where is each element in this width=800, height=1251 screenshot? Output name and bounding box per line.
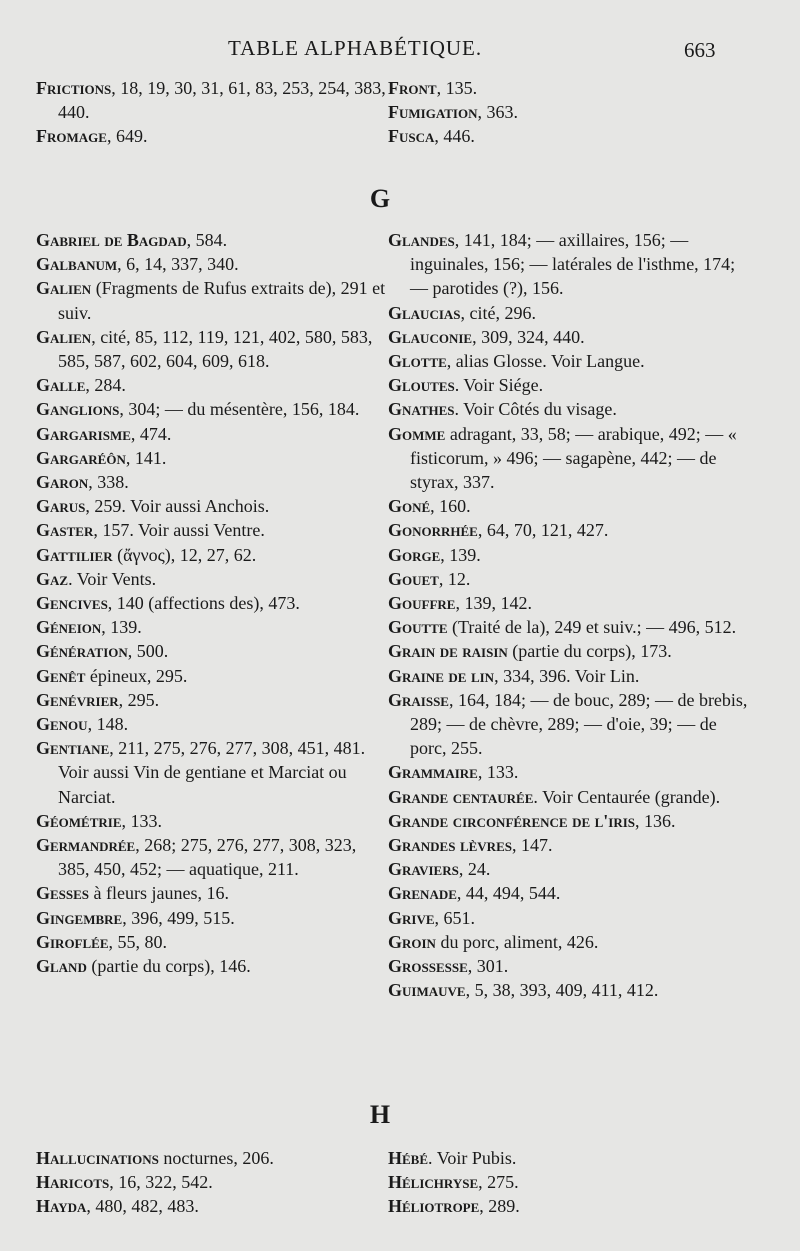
entry-headword: Front [388,78,437,98]
entry-references: (Fragments de Rufus extraits de), 291 et suiv. [58,278,386,323]
entry-references: , 139. [101,617,142,638]
entry-headword: Genévrier [36,689,119,710]
index-entry [36,712,386,736]
entry-headword: Gonorrhée [388,520,478,541]
index-entry [36,124,386,148]
index-entry [388,615,748,639]
entry-headword: Hébé [388,1148,429,1168]
entry-headword: Grammaire [388,762,478,783]
index-entry [388,688,748,761]
index-entry [36,397,386,421]
index-entry [36,664,386,688]
index-entry [36,470,386,494]
index-entry [36,906,386,930]
entry-references: , 147. [511,835,553,856]
entry-references: , 396, 499, 515. [122,907,235,928]
index-entry [36,76,386,124]
entry-references: , 24. [458,859,491,880]
index-entry [388,301,748,325]
entry-headword: Genou [36,714,88,735]
index-entry [388,785,748,809]
index-entry [388,906,748,930]
running-header [0,36,800,66]
entry-references: , 139, 142. [455,593,532,614]
entry-references: (Traité de la), 249 et suiv.; — 496, 512. [447,617,737,638]
index-entry [388,494,748,518]
index-entry [388,397,748,421]
entry-headword: Glandes [388,230,455,250]
entry-headword: Géneion [36,617,102,638]
entry-references: , 148. [87,714,129,735]
index-entry [388,954,748,978]
entry-headword: Gomme [388,423,446,444]
entry-headword: Gaster [36,520,94,541]
index-entry [388,881,748,905]
section-f-left-column [36,76,386,149]
entry-headword: Gentiane [36,738,110,759]
entry-references: , 284. [85,375,126,396]
section-h-left-column [36,1146,386,1219]
entry-references: . Voir Centaurée (grande). [533,786,721,807]
index-entry [388,567,748,591]
entry-references: . Voir Vents. [68,568,157,589]
entry-references: épineux, 295. [85,665,188,686]
index-entry [36,446,386,470]
entry-headword: Génération [36,641,128,662]
index-entry [388,664,748,688]
entry-references: à fleurs jaunes, 16. [89,883,230,904]
index-entry [36,373,386,397]
entry-references: , 135. [436,78,478,98]
entry-references: (ἄγνος), 12, 27, 62. [112,544,257,565]
entry-references: , 304; — du mésentère, 156, 184. [119,399,360,420]
entry-headword: Gesses [36,883,90,904]
entry-references: , alias Glosse. Voir Langue. [446,351,645,372]
index-entry [388,349,748,373]
entry-references: , 211, 275, 276, 277, 308, 451, 481. Voir aussi Vin de gentiane et Marciat ou Narciat. [58,738,366,807]
index-entry [36,615,386,639]
entry-headword: Grive [388,907,435,928]
entry-references: , 584. [186,230,228,250]
index-entry [388,809,748,833]
entry-references: , 480, 482, 483. [86,1196,199,1217]
index-entry [388,639,748,663]
entry-headword: Glauconie [388,326,473,347]
index-entry [388,228,748,301]
index-entry [36,1194,386,1218]
index-entry [36,494,386,518]
entry-headword: Géométrie [36,810,122,831]
entry-headword: Galien [36,278,92,299]
index-entry [388,978,748,1002]
entry-headword: Goutte [388,617,448,638]
entry-references: , 289. [479,1196,520,1217]
entry-headword: Grenade [388,883,457,904]
entry-references: , 55, 80. [108,931,168,952]
index-entry [388,100,748,124]
entry-references: , 140 (affections des), 473. [107,593,300,614]
entry-headword: Graisse [388,689,449,710]
entry-headword: Hayda [36,1196,87,1217]
entry-references: , 474. [130,423,172,444]
entry-references: , 12. [438,568,471,589]
index-entry [36,930,386,954]
entry-headword: Grande circonférence de l'iris [388,810,636,831]
section-f-right-column [388,76,748,149]
index-entry [388,373,748,397]
entry-headword: Germandrée [36,835,136,856]
index-entry [36,954,386,978]
index-entry [36,252,386,276]
section-g-right-column [388,228,748,1003]
entry-references: , 133. [477,762,519,783]
index-entry [388,833,748,857]
entry-references: , 64, 70, 121, 427. [477,520,609,541]
index-entry [388,1194,748,1218]
entry-references: , cité, 85, 112, 119, 121, 402, 580, 583, 585, 587, 602, 604, 609, 618. [58,326,373,372]
index-entry [388,1170,748,1194]
index-entry [388,591,748,615]
index-entry [36,1146,386,1170]
entry-headword: Gingembre [36,907,123,928]
entry-headword: Gabriel de Bagdad [36,230,187,250]
index-entry [388,543,748,567]
entry-references: , 141. [125,447,167,468]
index-entry [388,325,748,349]
entry-headword: Giroflée [36,931,109,952]
page-number: 663 [684,38,716,62]
entry-headword: Gouet [388,568,439,589]
index-entry [388,760,748,784]
index-entry [36,736,386,809]
entry-references: du porc, aliment, 426. [435,931,599,952]
entry-headword: Gencives [36,593,108,614]
entry-references: , 141, 184; — axillaires, 156; — inguinales, 156; — latérales de l'isthme, 174; — parotides (?), 156. [410,230,736,299]
entry-references: , 309, 324, 440. [472,326,585,347]
index-entry [36,1170,386,1194]
index-entry [36,518,386,542]
index-entry [36,833,386,881]
index-entry [36,422,386,446]
entry-references: . Voir Côtés du visage. [454,399,617,420]
entry-references: , 136. [635,810,676,831]
entry-references: . Voir Pubis. [428,1148,517,1168]
entry-references: , 275. [478,1172,519,1193]
entry-references: , 157. Voir aussi Ventre. [93,520,265,541]
entry-references: , 160. [430,496,471,517]
entry-headword: Galbanum [36,254,118,275]
entry-references: , 164, 184; — de bouc, 289; — de brebis, 289; — de chèvre, 289; — d'oie, 39; — de porc, 255. [410,689,748,759]
section-letter-h: H [369,1100,391,1129]
entry-headword: Guimauve [388,980,466,1001]
entry-headword: Glaucias [388,302,461,323]
index-entry [388,1146,748,1170]
entry-headword: Gouffre [388,593,456,614]
index-entry [388,124,748,148]
index-entry [36,276,386,324]
entry-references: (partie du corps), 173. [507,641,672,662]
entry-headword: Héliotrope [388,1196,480,1217]
entry-references: , 16, 322, 542. [109,1172,213,1193]
page-title: TABLE ALPHABÉTIQUE. [228,36,483,60]
entry-headword: Ganglions [36,399,120,420]
entry-headword: Hallucinations [36,1148,159,1168]
entry-headword: Frictions [36,78,112,98]
entry-headword: Fumigation [388,102,478,123]
entry-headword: Gnathes [388,399,455,420]
entry-references: , 338. [88,472,129,493]
index-entry [36,881,386,905]
entry-headword: Fusca [388,126,435,147]
entry-headword: Gargarisme [36,423,131,444]
entry-references: , 6, 14, 337, 340. [117,254,239,275]
index-entry [36,639,386,663]
entry-references: nocturnes, 206. [158,1148,274,1168]
index-entry [388,930,748,954]
entry-references: , 259. Voir aussi Anchois. [85,496,270,517]
entry-headword: Fromage [36,126,107,147]
entry-headword: Goné [388,496,431,517]
entry-references: . Voir Siége. [454,375,544,396]
index-entry [388,518,748,542]
entry-references: , 334, 396. Voir Lin. [494,665,640,686]
entry-references: , 18, 19, 30, 31, 61, 83, 253, 254, 383, 440. [58,78,386,123]
entry-headword: Glotte [388,351,447,372]
section-letter-g: G [369,184,391,213]
entry-headword: Gaz [36,568,69,589]
entry-headword: Groin [388,931,436,952]
entry-headword: Galien [36,326,92,347]
entry-headword: Gattilier [36,544,113,565]
index-entry [388,76,748,100]
entry-references: , 5, 38, 393, 409, 411, 412. [465,980,659,1001]
entry-references: , 301. [467,956,509,977]
entry-headword: Galle [36,375,86,396]
entry-references: , 446. [434,126,475,147]
section-h-right-column [388,1146,748,1219]
entry-headword: Haricots [36,1172,110,1193]
index-entry [36,591,386,615]
entry-references: , 44, 494, 544. [456,883,561,904]
entry-references: , cité, 296. [460,302,536,323]
entry-references: , 500. [127,641,169,662]
entry-headword: Graine de lin [388,665,495,686]
entry-headword: Gorge [388,544,441,565]
entry-references: (partie du corps), 146. [86,956,251,977]
index-entry [36,543,386,567]
section-g-left-column [36,228,386,978]
entry-headword: Hélichryse [388,1172,479,1193]
entry-references: , 139. [440,544,481,565]
index-entry [36,688,386,712]
entry-references: , 363. [477,102,518,123]
entry-headword: Gargaréôn [36,447,126,468]
entry-headword: Gland [36,956,87,977]
index-entry [36,809,386,833]
entry-references: , 295. [118,689,160,710]
entry-references: , 268; 275, 276, 277, 308, 323, 385, 450, 452; — aquatique, 211. [58,835,357,880]
entry-headword: Grossesse [388,956,468,977]
entry-headword: Grain de raisin [388,641,508,662]
entry-headword: Garon [36,472,89,493]
entry-headword: Grandes lèvres [388,835,512,856]
entry-headword: Grande centaurée [388,786,534,807]
index-entry [36,567,386,591]
entry-references: adragant, 33, 58; — arabique, 492; — « fisticorum, » 496; — sagapène, 442; — de styrax, 337. [410,423,737,493]
index-entry [388,422,748,495]
index-entry [36,228,386,252]
entry-references: , 649. [106,126,148,147]
entry-headword: Garus [36,496,86,517]
entry-references: , 133. [121,810,163,831]
entry-headword: Gloutes [388,375,455,396]
entry-headword: Graviers [388,859,459,880]
entry-references: , 651. [434,907,476,928]
index-entry [36,325,386,373]
entry-headword: Genêt [36,665,86,686]
index-entry [388,857,748,881]
